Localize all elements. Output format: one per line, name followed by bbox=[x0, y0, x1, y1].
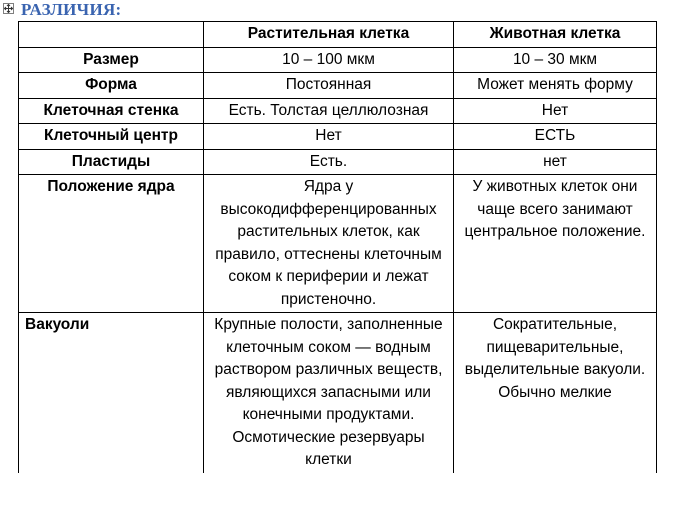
table-row bbox=[19, 98, 657, 124]
row-label: Форма bbox=[19, 73, 204, 99]
row-label: Положение ядра bbox=[19, 175, 204, 313]
plant-cell: 10 – 100 мкм bbox=[204, 47, 454, 73]
row-label: Вакуоли bbox=[19, 313, 204, 473]
table-row bbox=[19, 313, 657, 473]
animal-cell: Сократительные, пищеварительные, выделительные вакуоли. Обычно мелкие bbox=[454, 313, 657, 473]
table-move-handle[interactable] bbox=[3, 3, 14, 14]
move-arrows-icon bbox=[4, 4, 13, 13]
header-cell-plant: Растительная клетка bbox=[204, 22, 454, 48]
table-row bbox=[19, 149, 657, 175]
plant-cell: Есть. bbox=[204, 149, 454, 175]
plant-cell: Есть. Толстая целлюлозная bbox=[204, 98, 454, 124]
row-label: Клеточный центр bbox=[19, 124, 204, 150]
row-label: Клеточная стенка bbox=[19, 98, 204, 124]
animal-cell: ЕСТЬ bbox=[454, 124, 657, 150]
animal-cell: 10 – 30 мкм bbox=[454, 47, 657, 73]
plant-cell: Ядра у высокодифференцированных растительных клеток, как правило, оттеснены клеточным соком к периферии и лежат пристеночно. bbox=[204, 175, 454, 313]
row-label: Размер bbox=[19, 47, 204, 73]
comparison-table bbox=[18, 21, 657, 473]
table-header-row bbox=[19, 22, 657, 48]
table-row bbox=[19, 47, 657, 73]
animal-cell: нет bbox=[454, 149, 657, 175]
animal-cell: У животных клеток они чаще всего занимают центральное положение. bbox=[454, 175, 657, 313]
animal-cell: Нет bbox=[454, 98, 657, 124]
row-label: Пластиды bbox=[19, 149, 204, 175]
section-heading: РАЗЛИЧИЯ: bbox=[21, 0, 122, 19]
table-row bbox=[19, 175, 657, 313]
plant-cell: Крупные полости, заполненные клеточным соком — водным раствором различных веществ, являющихся запасными или конечными продуктами. Осмотические резервуары клетки bbox=[204, 313, 454, 473]
header-cell-empty bbox=[19, 22, 204, 48]
header-cell-animal: Животная клетка bbox=[454, 22, 657, 48]
plant-cell: Нет bbox=[204, 124, 454, 150]
plant-cell: Постоянная bbox=[204, 73, 454, 99]
table-row bbox=[19, 73, 657, 99]
table-row bbox=[19, 124, 657, 150]
animal-cell: Может менять форму bbox=[454, 73, 657, 99]
